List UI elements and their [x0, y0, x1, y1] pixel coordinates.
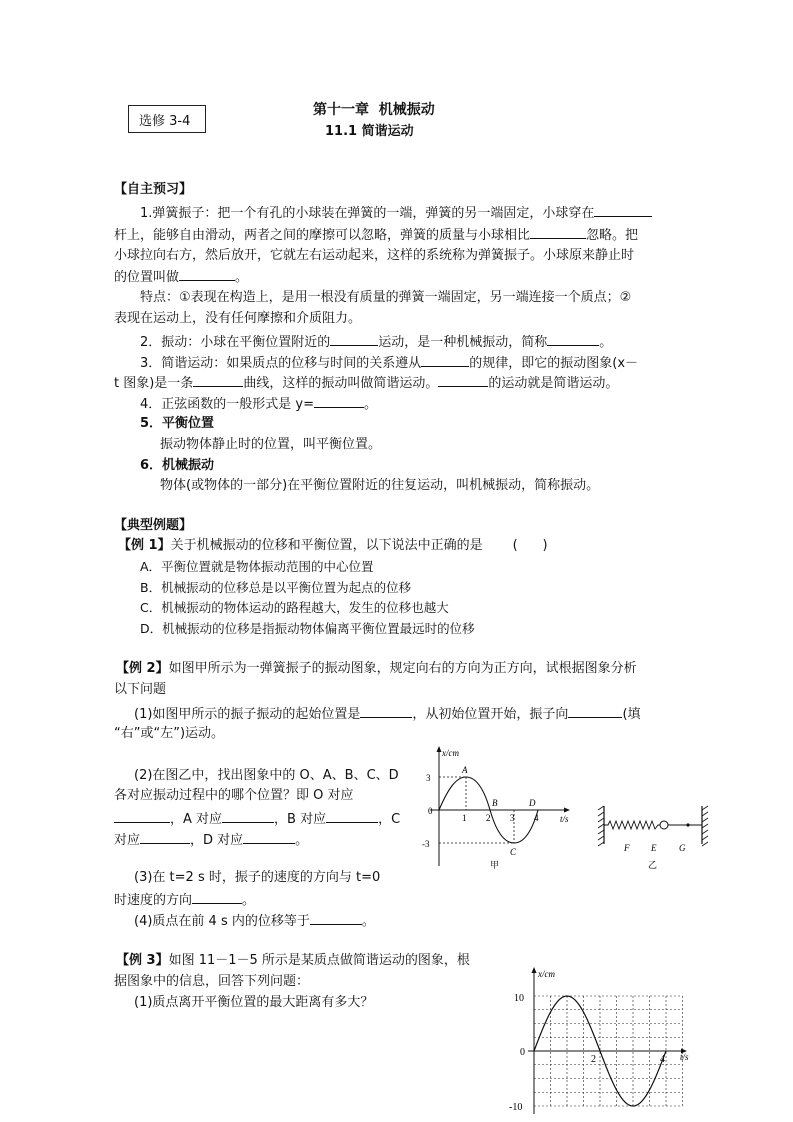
preview-item-2: 2．振动：小球在平衡位置附近的 运动，是一种机械振动，简称 。: [140, 331, 612, 353]
chart-point: [583, 1012, 584, 1013]
preview-item-5-text: 振动物体静止时的位置，叫平衡位置。: [160, 437, 382, 452]
ex1-stem: 【例 1】关于机械振动的位移和平衡位置，以下说法中正确的是 ( ): [118, 538, 548, 553]
right-wall-hatch: [702, 806, 708, 846]
ex2-q2c: ，A 对应 ，B 对应 ，C: [114, 808, 400, 830]
chart-point: [665, 1050, 666, 1051]
chart-xtick-4: 4: [660, 1054, 665, 1065]
preview-line-3: 小球拉向右方，然后放开，它就左右运动起来，这样的系统称为弹簧振子。小球原来静止时: [114, 248, 635, 263]
ex2-stem-2: 以下问题: [114, 682, 167, 697]
preview-item-6-text: 物体(或物体的一部分)在平衡位置附近的往复运动，叫机械振动，简称振动。: [160, 478, 600, 493]
point-b: B: [492, 798, 498, 808]
blank[interactable]: [547, 331, 599, 346]
blank[interactable]: [421, 352, 469, 367]
ball: [660, 821, 668, 829]
ex2-stem: 【例 2】如图甲所示为一弹簧振子的振动图象，规定向右的方向为正方向，试根据图象分析: [116, 661, 637, 676]
ex1-option-c: C．机械振动的物体运动的路程越大，发生的位移也越大: [140, 600, 449, 615]
x-axis-label: t/s: [560, 814, 569, 824]
spring: [604, 821, 660, 829]
chart-point: [616, 1089, 617, 1090]
chart-y-axis-label: x/cm: [538, 969, 555, 979]
xtick-4: 4: [534, 813, 539, 823]
blank[interactable]: [114, 808, 170, 823]
chart-point: [632, 1105, 633, 1106]
left-wall-hatch: [598, 806, 604, 846]
chart-ytick-10: 10: [514, 993, 524, 1004]
figure-jia: [416, 744, 576, 872]
figure-yi: [596, 798, 712, 874]
chart-ytick-0: 0: [520, 1047, 525, 1058]
blank[interactable]: [193, 372, 243, 387]
preview-feature-2: 表现在运动上，没有任何摩擦和介质阻力。: [114, 311, 362, 326]
blank[interactable]: [326, 808, 378, 823]
chart-xtick-2: 2: [591, 1054, 596, 1065]
point-f: F: [624, 843, 630, 853]
chart-y-axis-arrow: [532, 967, 537, 973]
caption-yi: 乙: [648, 860, 658, 870]
chart-point: [533, 1050, 534, 1051]
preview-line-2: 杆上，能够自由滑动，两者之间的摩擦可以忽略，弹簧的质量与小球相比 忽略。把: [114, 224, 638, 246]
tag-box: [128, 105, 206, 133]
y-axis-arrow: [437, 746, 442, 752]
ex2-q1b: “右”或“左”)运动。: [114, 726, 225, 741]
blank[interactable]: [192, 889, 242, 904]
ex3-stem-2: 据图象中的信息，回答下列问题：: [114, 974, 310, 989]
tag-label: 选修 3-4: [139, 114, 191, 129]
ex2-q2d: 对应 ，D 对应 。: [114, 829, 308, 851]
point-g-dot: [686, 823, 689, 826]
ex1-option-d: D．机械振动的位移是指振动物体偏离平衡位置最远时的位移: [140, 621, 475, 636]
preview-line-1: 1.弹簧振子：把一个有孔的小球装在弹簧的一端，弹簧的另一端固定，小球穿在: [140, 202, 652, 224]
preview-item-3b: t 图象)是一条 曲线，这样的振动叫做简谐运动。 的运动就是简谐运动。: [114, 372, 618, 394]
xtick-3: 3: [510, 813, 515, 823]
point-e: E: [651, 843, 657, 853]
point-d: D: [529, 798, 536, 808]
blank[interactable]: [179, 266, 235, 281]
xtick-1: 1: [462, 813, 467, 823]
point-g: G: [679, 843, 686, 853]
ex3-stem: 【例 3】如图 11－1－5 所示是某质点做简谐运动的图象，根: [116, 953, 470, 968]
blank[interactable]: [530, 224, 586, 239]
blank[interactable]: [594, 202, 652, 217]
chart-point: [550, 1012, 551, 1013]
chart-point: [599, 1050, 600, 1051]
figure-ex3-chart: [506, 964, 702, 1120]
ex3-q1: (1)质点离开平衡位置的最大距离有多大？: [134, 995, 374, 1010]
preview-line-4: 的位置叫做 。: [114, 266, 248, 288]
blank[interactable]: [310, 910, 362, 925]
preview-item-5: 5．平衡位置: [140, 416, 215, 431]
chapter-title: 第十一章 机械振动: [313, 102, 435, 118]
preview-feature-1: 特点：①表现在构造上，是用一根没有质量的弹簧一端固定，另一端连接一个质点；②: [140, 290, 632, 305]
chart-point: [649, 1089, 650, 1090]
blank[interactable]: [140, 829, 190, 844]
preview-item-3: 3．简谐运动：如果质点的位移与时间的关系遵从 的规律，即它的振动图象(x－: [140, 352, 638, 374]
ex2-q3b: 时速度的方向 。: [114, 889, 255, 911]
y-axis-label: x/cm: [442, 748, 459, 758]
blank[interactable]: [360, 703, 412, 718]
ex2-q2b: 各对应振动过程中的哪个位置？即 O 对应: [114, 788, 354, 803]
ex2-q4: (4)质点在前 4 s 内的位移等于 。: [134, 910, 375, 932]
blank[interactable]: [568, 703, 622, 718]
preview-heading: 【自主预习】: [114, 182, 193, 197]
chart-ytick-neg10: -10: [509, 1102, 523, 1113]
section-title: 11.1 简谐运动: [325, 124, 414, 139]
ytick-0: 0: [428, 806, 433, 816]
point-a: A: [462, 765, 468, 775]
x-axis-arrow: [564, 808, 570, 813]
ex2-q3: (3)在 t=2 s 时，振子的速度的方向与 t=0: [134, 870, 381, 885]
caption-jia: 甲: [490, 860, 500, 870]
ex1-option-b: B．机械振动的位移总是以平衡位置为起点的位移: [140, 580, 412, 595]
xtick-2: 2: [486, 813, 491, 823]
point-c: C: [510, 847, 517, 857]
ex2-q2: (2)在图乙中，找出图象中的 O、A、B、C、D: [134, 768, 399, 783]
ytick-3: 3: [426, 773, 431, 783]
preview-item-6: 6．机械振动: [140, 458, 215, 473]
blank[interactable]: [243, 829, 295, 844]
blank[interactable]: [330, 331, 378, 346]
examples-heading: 【典型例题】: [114, 518, 193, 533]
blank[interactable]: [314, 393, 364, 408]
blank[interactable]: [438, 372, 488, 387]
ytick-neg3: -3: [422, 839, 430, 849]
blank[interactable]: [222, 808, 274, 823]
preview-item-4: 4．正弦函数的一般形式是 y= 。: [140, 393, 377, 415]
ex1-option-a: A．平衡位置就是物体振动范围的中心位置: [140, 559, 374, 574]
chart-x-axis-label: t/s: [680, 1052, 689, 1062]
chart-point: [566, 995, 567, 996]
ex2-q1: (1)如图甲所示的振子振动的起始位置是 ，从初始位置开始，振子向 (填: [134, 703, 641, 725]
